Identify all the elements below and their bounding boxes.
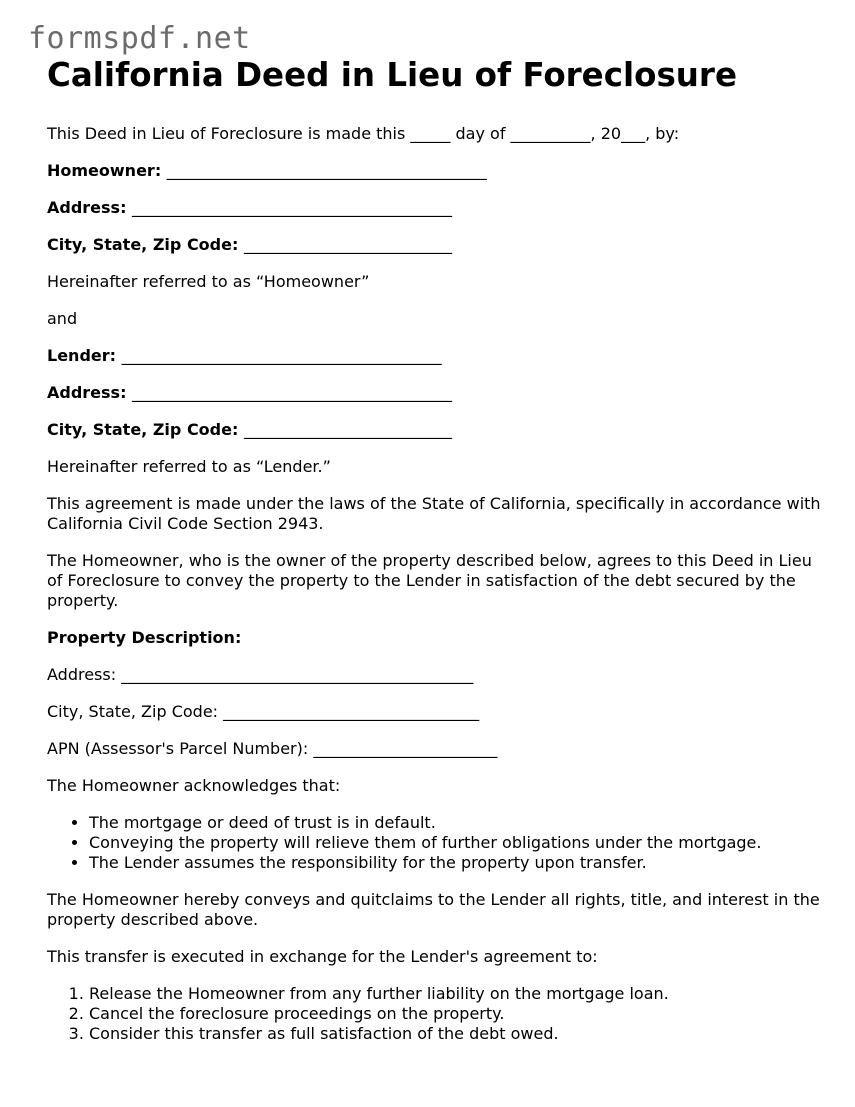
field-label: Address:	[47, 383, 133, 402]
property-heading: Property Description:	[47, 628, 242, 647]
list-item: 1. Release the Homeowner from any further liability on the mortgage loan.	[89, 984, 822, 1004]
exchange-intro: This transfer is executed in exchange for the Lender's agreement to:	[47, 947, 598, 966]
intro-line: This Deed in Lieu of Foreclosure is made this _____ day of __________, 20___, by:	[47, 124, 680, 143]
field-label: Lender:	[47, 346, 122, 365]
and-text: and	[47, 309, 78, 328]
lender-referred: Hereinafter referred to as “Lender.”	[47, 457, 331, 476]
homeowner-city-field[interactable]	[47, 235, 822, 255]
homeowner-referred: Hereinafter referred to as “Homeowner”	[47, 272, 370, 291]
homeowner-address-field[interactable]	[47, 198, 822, 218]
property-city-field[interactable]: City, State, Zip Code: ________________________________	[47, 702, 480, 721]
acknowledges-intro: The Homeowner acknowledges that:	[47, 776, 341, 795]
field-label: Homeowner:	[47, 161, 167, 180]
quitclaim-paragraph: The Homeowner hereby conveys and quitclaims to the Lender all rights, title, and interest in the property described above.	[47, 890, 820, 929]
convey-paragraph: The Homeowner, who is the owner of the property described below, agrees to this Deed in Lieu of Foreclosure to convey the property to the Lender in satisfaction of the debt secured by the property.	[47, 551, 812, 610]
blank-line: __________________________	[243, 235, 452, 254]
list-item: • Conveying the property will relieve them of further obligations under the mortgage.	[89, 833, 822, 853]
law-paragraph: This agreement is made under the laws of the State of California, specifically in accordance with California Civil Code Section 2943.	[47, 494, 821, 533]
field-label: Address:	[47, 198, 133, 217]
acknowledgement-list	[47, 813, 822, 873]
list-item: 2. Cancel the foreclosure proceedings on the property.	[89, 1004, 822, 1024]
field-label: City, State, Zip Code:	[47, 235, 244, 254]
blank-line: ________________________________________	[166, 161, 487, 180]
watermark: formspdf.net	[28, 21, 251, 56]
list-item: 3. Consider this transfer as full satisfaction of the debt owed.	[89, 1024, 822, 1044]
lender-city-field[interactable]	[47, 420, 822, 440]
property-address-field[interactable]: Address: ____________________________________________	[47, 665, 474, 684]
blank-line: __________________________	[243, 420, 452, 439]
blank-line: ________________________________________	[121, 346, 442, 365]
property-apn-field[interactable]: APN (Assessor's Parcel Number): _______________________	[47, 739, 498, 758]
exchange-list	[47, 984, 822, 1044]
field-label: City, State, Zip Code:	[47, 420, 244, 439]
document-body	[47, 124, 822, 1061]
lender-name-field[interactable]	[47, 346, 822, 366]
homeowner-name-field[interactable]	[47, 161, 822, 181]
lender-address-field[interactable]	[47, 383, 822, 403]
list-item: • The Lender assumes the responsibility for the property upon transfer.	[89, 853, 822, 873]
document-title: California Deed in Lieu of Foreclosure	[47, 56, 738, 94]
blank-line: ________________________________________	[132, 383, 453, 402]
list-item: • The mortgage or deed of trust is in default.	[89, 813, 822, 833]
blank-line: ________________________________________	[132, 198, 453, 217]
